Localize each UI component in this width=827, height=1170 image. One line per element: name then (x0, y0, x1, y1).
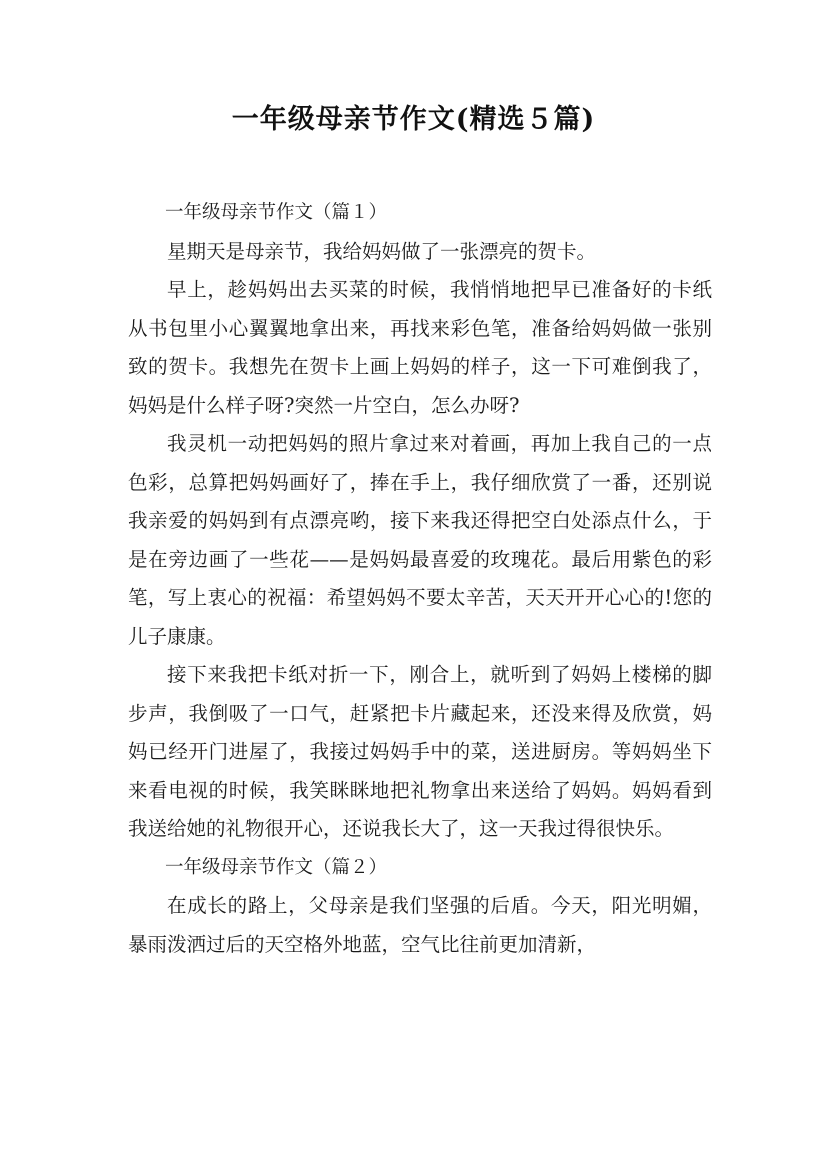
document-body (128, 194, 712, 964)
document-title: 一年级母亲节作文(精选５篇) (231, 104, 596, 135)
section-heading: 一年级母亲节作文（篇１） (165, 202, 388, 223)
paragraph: 接下来我把卡纸对折一下，刚合上，就听到了妈妈上楼梯的脚步声，我倒吸了一口气，赶紧把卡片藏起来，还没来得及欣赏，妈妈已经开门进屋了，我接过妈妈手中的菜，送进厨房。等妈妈坐下来看电视的时候，我笑眯眯地把礼物拿出来送给了妈妈。妈妈看到我送给她的礼物很开心，还说我长大了，这一天我过得很快乐。 (128, 663, 712, 840)
paragraph: 早上，趁妈妈出去买菜的时候，我悄悄地把早已准备好的卡纸从书包里小心翼翼地拿出来，再找来彩色笔，准备给妈妈做一张别致的贺卡。我想先在贺卡上画上妈妈的样子，这一下可难倒我了，妈妈是什么样子呀?突然一片空白，怎么办呀? (128, 278, 712, 417)
paragraph: 在成长的路上，父母亲是我们坚强的后盾。今天，阳光明媚，暴雨泼洒过后的天空格外地蓝，空气比往前更加清新， (128, 894, 712, 956)
section-heading: 一年级母亲节作文（篇２） (165, 856, 388, 878)
paragraph: 星期天是母亲节，我给妈妈做了一张漂亮的贺卡。 (167, 239, 597, 263)
paragraph: 我灵机一动把妈妈的照片拿过来对着画，再加上我自己的一点色彩，总算把妈妈画好了，捧在手上，我仔细欣赏了一番，还别说我亲爱的妈妈到有点漂亮哟，接下来我还得把空白处添点什么，于是在旁边画了一些花——是妈妈最喜爱的玫瑰花。最后用紫色的彩笔，写上衷心的祝福：希望妈妈不要太辛苦，天天开开心心的!您的儿子康康。 (128, 432, 712, 648)
